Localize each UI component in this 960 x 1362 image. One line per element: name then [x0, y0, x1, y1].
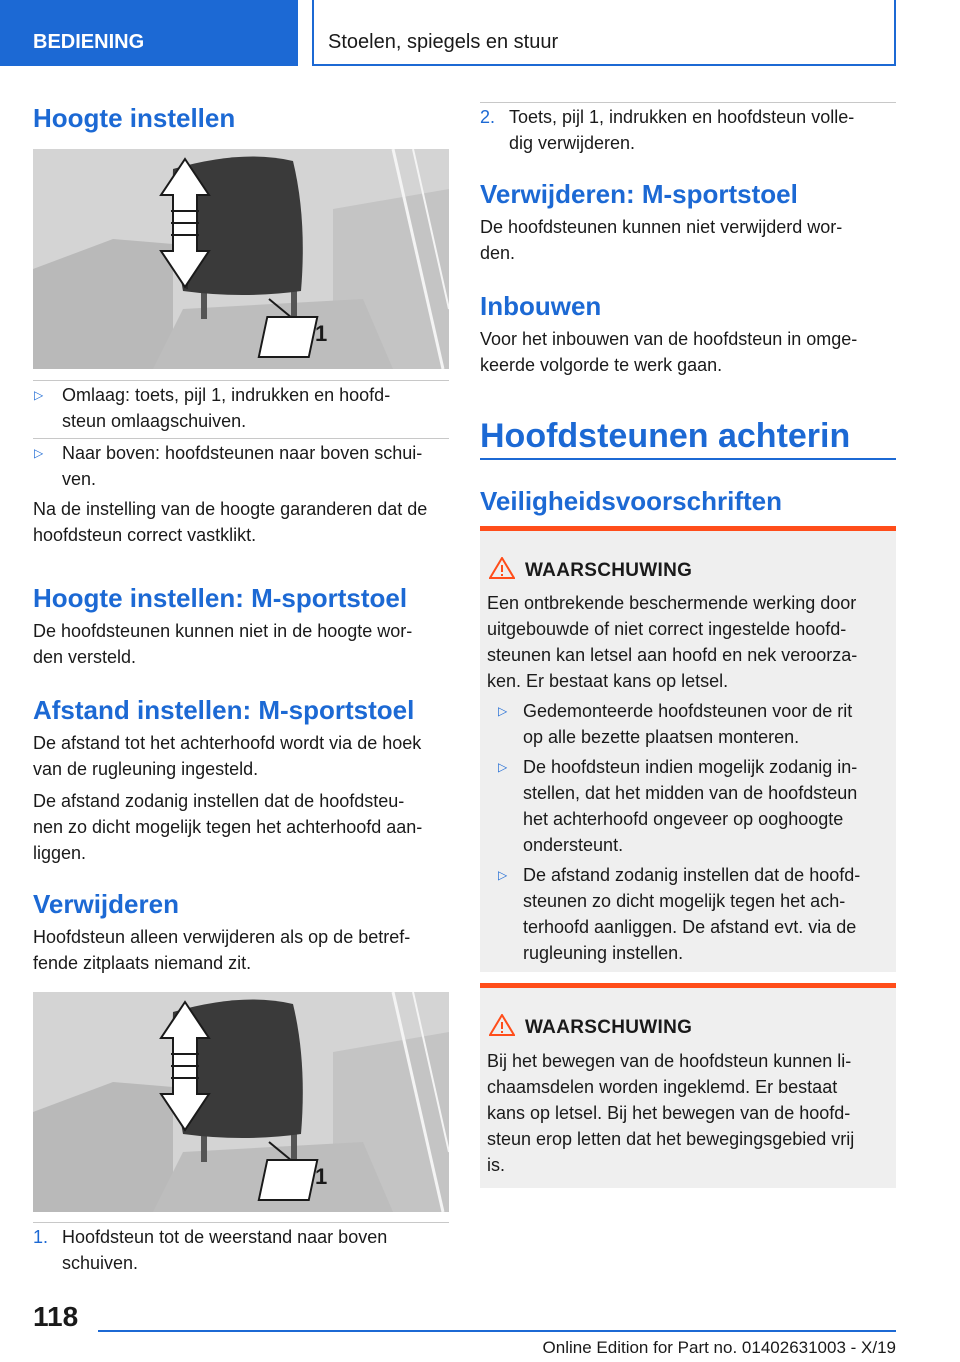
section-tab: BEDIENING	[0, 0, 298, 66]
paragraph-line: Hoofdsteun alleen verwijderen als op de betref-	[33, 927, 411, 947]
paragraph	[33, 788, 449, 866]
warning-triangle-icon	[489, 557, 515, 579]
warning-list-item	[523, 754, 857, 858]
heading-underline	[480, 458, 896, 460]
paragraph-line: nen zo dicht mogelijk tegen het achterhoofd aan-	[33, 817, 423, 837]
arrow-number-label: 1	[315, 321, 328, 346]
heading-verwijderen-m-sportstoel: Verwijderen: M-sportstoel	[480, 179, 798, 209]
warning-line: Een ontbrekende beschermende werking door	[487, 593, 857, 613]
heading-hoofdsteunen-achterin: Hoofdsteunen achterin	[480, 417, 851, 455]
paragraph	[480, 214, 896, 266]
step-item	[509, 104, 854, 156]
chapter-title: Stoelen, spiegels en stuur	[312, 0, 896, 66]
list-item-line: ven.	[62, 469, 97, 489]
step-number: 2.	[480, 107, 496, 127]
paragraph-line: De afstand zodanig instellen dat de hoofdsteu-	[33, 791, 405, 811]
warning-list-line: De afstand zodanig instellen dat de hoofd-	[523, 865, 861, 885]
heading-inbouwen: Inbouwen	[480, 291, 602, 321]
divider	[33, 1222, 449, 1223]
footer-rule	[98, 1330, 896, 1332]
triangle-bullet-icon: ▷	[34, 446, 44, 460]
warning-line: kans op letsel. Bij het bewegen van de hoofd-	[487, 1103, 851, 1123]
warning-line: Bij het bewegen van de hoofdsteun kunnen li-	[487, 1051, 852, 1071]
paragraph-line: De afstand tot het achterhoofd wordt via de hoek	[33, 733, 422, 753]
heading-hoogte-m-sportstoel: Hoogte instellen: M-sportstoel	[33, 583, 408, 613]
paragraph-line: Voor het inbouwen van de hoofdsteun in omge-	[480, 329, 858, 349]
warning-line: uitgebouwde of niet correct ingestelde hoofd-	[487, 619, 847, 639]
triangle-bullet-icon: ▷	[498, 760, 508, 774]
list-item	[62, 440, 422, 492]
warning-line: steun erop letten dat het bewegingsgebied vrij	[487, 1129, 855, 1149]
heading-afstand-m-sportstoel: Afstand instellen: M-sportstoel	[33, 695, 415, 725]
list-item	[62, 382, 390, 434]
step-line: schuiven.	[62, 1253, 139, 1273]
warning-line: steunen kan letsel aan hoofd en nek veroorza-	[487, 645, 858, 665]
list-item-line: Naar boven: hoofdsteunen naar boven schui-	[62, 443, 423, 463]
warning-triangle-icon	[489, 1014, 515, 1036]
step-line: Toets, pijl 1, indrukken en hoofdsteun volle-	[509, 107, 855, 127]
warning-list-item	[523, 698, 852, 750]
list-item-line: steun omlaagschuiven.	[62, 411, 247, 431]
page-number: 118	[33, 1301, 79, 1332]
warning-list-item	[523, 862, 860, 966]
warning-body	[487, 1048, 891, 1178]
warning-list-line: stellen, dat het midden van de hoofdsteun	[523, 783, 858, 803]
warning-list-line: Gedemonteerde hoofdsteunen voor de rit	[523, 701, 853, 721]
warning-line: chaamsdelen worden ingeklemd. Er bestaat	[487, 1077, 838, 1097]
step-item	[62, 1224, 387, 1276]
headrest-drawing	[33, 992, 449, 1212]
heading-verwijderen: Verwijderen	[33, 889, 179, 919]
heading-veiligheidsvoorschriften: Veiligheidsvoorschriften	[480, 486, 782, 516]
warning-list-line: ondersteunt.	[523, 835, 624, 855]
divider	[33, 380, 449, 381]
paragraph-line: den.	[480, 243, 516, 263]
paragraph-line: Na de instelling van de hoogte garanderen dat de	[33, 499, 428, 519]
list-item-line: Omlaag: toets, pijl 1, indrukken en hoofd-	[62, 385, 391, 405]
paragraph	[480, 326, 896, 378]
paragraph-line: De hoofdsteunen kunnen niet verwijderd wor-	[480, 217, 843, 237]
divider	[33, 438, 449, 439]
paragraph-line: den versteld.	[33, 647, 137, 667]
headrest-illustration-1	[33, 149, 449, 369]
triangle-bullet-icon: ▷	[498, 704, 508, 718]
paragraph-line: hoofdsteun correct vastklikt.	[33, 525, 257, 545]
warning-list-line: op alle bezette plaatsen monteren.	[523, 727, 800, 747]
warning-list-line: rugleuning instellen.	[523, 943, 684, 963]
triangle-bullet-icon: ▷	[34, 388, 44, 402]
warning-box	[480, 526, 896, 972]
warning-line: ken. Er bestaat kans op letsel.	[487, 671, 729, 691]
warning-list-line: terhoofd aanliggen. De afstand evt. via de	[523, 917, 857, 937]
paragraph-line: van de rugleuning ingesteld.	[33, 759, 259, 779]
paragraph-line: keerde volgorde te werk gaan.	[480, 355, 723, 375]
step-line: dig verwijderen.	[509, 133, 636, 153]
warning-list-line: De hoofdsteun indien mogelijk zodanig in-	[523, 757, 858, 777]
paragraph	[33, 618, 449, 670]
warning-list-line: het achterhoofd ongeveer op ooghoogte	[523, 809, 844, 829]
triangle-bullet-icon: ▷	[498, 868, 508, 882]
warning-line: is.	[487, 1155, 505, 1175]
footer-edition: Online Edition for Part no. 01402631003 - X/19	[542, 1338, 896, 1357]
warning-title: WAARSCHUWING	[525, 1017, 693, 1038]
warning-box	[480, 983, 896, 1188]
paragraph-line: De hoofdsteunen kunnen niet in de hoogte wor-	[33, 621, 413, 641]
arrow-number-label: 1	[315, 1164, 328, 1189]
warning-title: WAARSCHUWING	[525, 560, 693, 581]
warning-list-line: steunen zo dicht mogelijk tegen het ach-	[523, 891, 846, 911]
warning-body	[487, 590, 891, 694]
paragraph-line: liggen.	[33, 843, 87, 863]
step-number: 1.	[33, 1227, 49, 1247]
headrest-illustration-2	[33, 992, 449, 1212]
step-line: Hoofdsteun tot de weerstand naar boven	[62, 1227, 388, 1247]
paragraph-line: fende zitplaats niemand zit.	[33, 953, 252, 973]
paragraph	[33, 924, 449, 976]
paragraph	[33, 730, 449, 782]
divider	[480, 102, 896, 103]
paragraph	[33, 496, 449, 548]
heading-hoogte-instellen: Hoogte instellen	[33, 103, 236, 133]
headrest-drawing	[33, 149, 449, 369]
